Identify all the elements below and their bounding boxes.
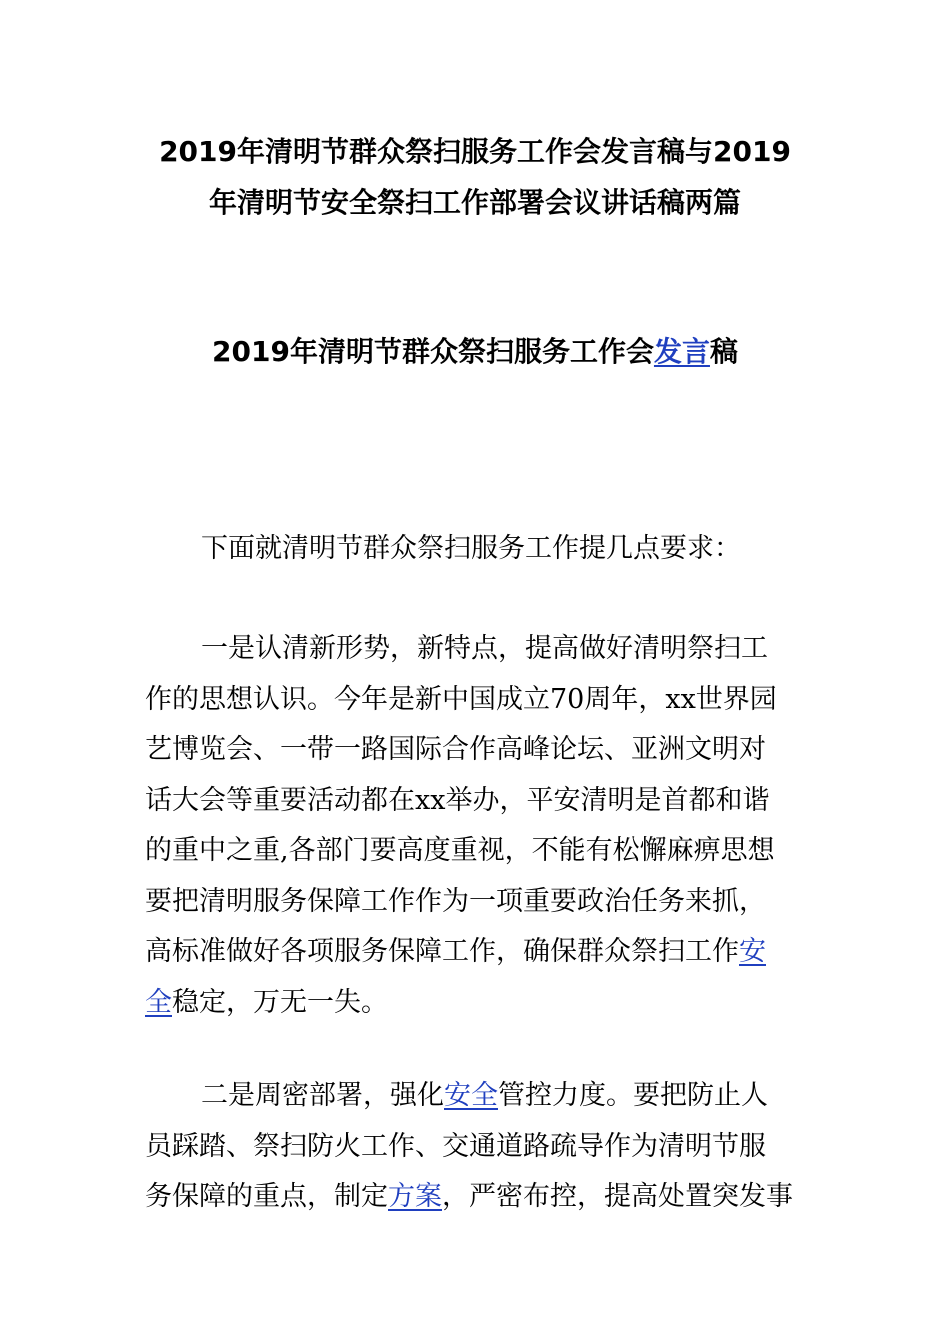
paragraph-intro-line: 下面就清明节群众祭扫服务工作提几点要求： <box>201 533 741 564</box>
paragraph-line-text: 高标准做好各项服务保障工作，确保群众祭扫工作 <box>145 936 739 967</box>
document-title <box>145 128 805 229</box>
document-title-line-1: 2019年清明节群众祭扫服务工作会发言稿与2019 <box>159 135 791 168</box>
paragraph-line-text: 稳定，万无一失。 <box>172 986 388 1018</box>
paragraph-line <box>145 927 805 978</box>
paragraph-point-one <box>145 624 805 1028</box>
section-title-text: 2019年清明节群众祭扫服务工作会 <box>212 335 654 368</box>
plan-link[interactable]: 方案 <box>388 1181 442 1212</box>
section-title-suffix: 稿 <box>709 335 738 368</box>
paragraph-line-text: 二是周密部署，强化 <box>201 1080 444 1111</box>
paragraph-line: 作的思想认识。今年是新中国成立70周年，xx世界园 <box>145 683 777 715</box>
paragraph-line: 一是认清新形势，新特点，提高做好清明祭扫工 <box>201 633 768 664</box>
paragraph-line: 的重中之重,各部门要高度重视，不能有松懈麻痹思想 <box>145 835 775 866</box>
paragraph-line: 要把清明服务保障工作作为一项重要政治任务来抓， <box>145 885 766 917</box>
paragraph-line-text: 务保障的重点，制定 <box>145 1181 388 1212</box>
document-title-line-2: 年清明节安全祭扫工作部署会议讲话稿两篇 <box>208 185 741 219</box>
paragraph-intro <box>145 524 805 575</box>
paragraph-point-two <box>145 1071 805 1223</box>
paragraph-line-text: ，严密布控，提高处置突发事 <box>442 1181 793 1212</box>
paragraph-line <box>145 1071 805 1122</box>
paragraph-line: 话大会等重要活动都在xx举办，平安清明是首都和谐 <box>145 784 770 816</box>
safety-link-part-1[interactable]: 安 <box>739 936 766 967</box>
safety-link[interactable]: 安全 <box>444 1080 498 1111</box>
paragraph-line: 员踩踏、祭扫防火工作、交通道路疏导作为清明节服 <box>145 1130 766 1162</box>
section-title-link[interactable]: 发言 <box>653 335 710 368</box>
paragraph-line <box>145 978 805 1029</box>
section-title <box>145 328 805 376</box>
safety-link-part-2[interactable]: 全 <box>145 986 172 1018</box>
paragraph-line: 艺博览会、一带一路国际合作高峰论坛、亚洲文明对 <box>145 734 766 765</box>
paragraph-line <box>145 1172 805 1223</box>
paragraph-line-text: 管控力度。要把防止人 <box>498 1080 768 1111</box>
